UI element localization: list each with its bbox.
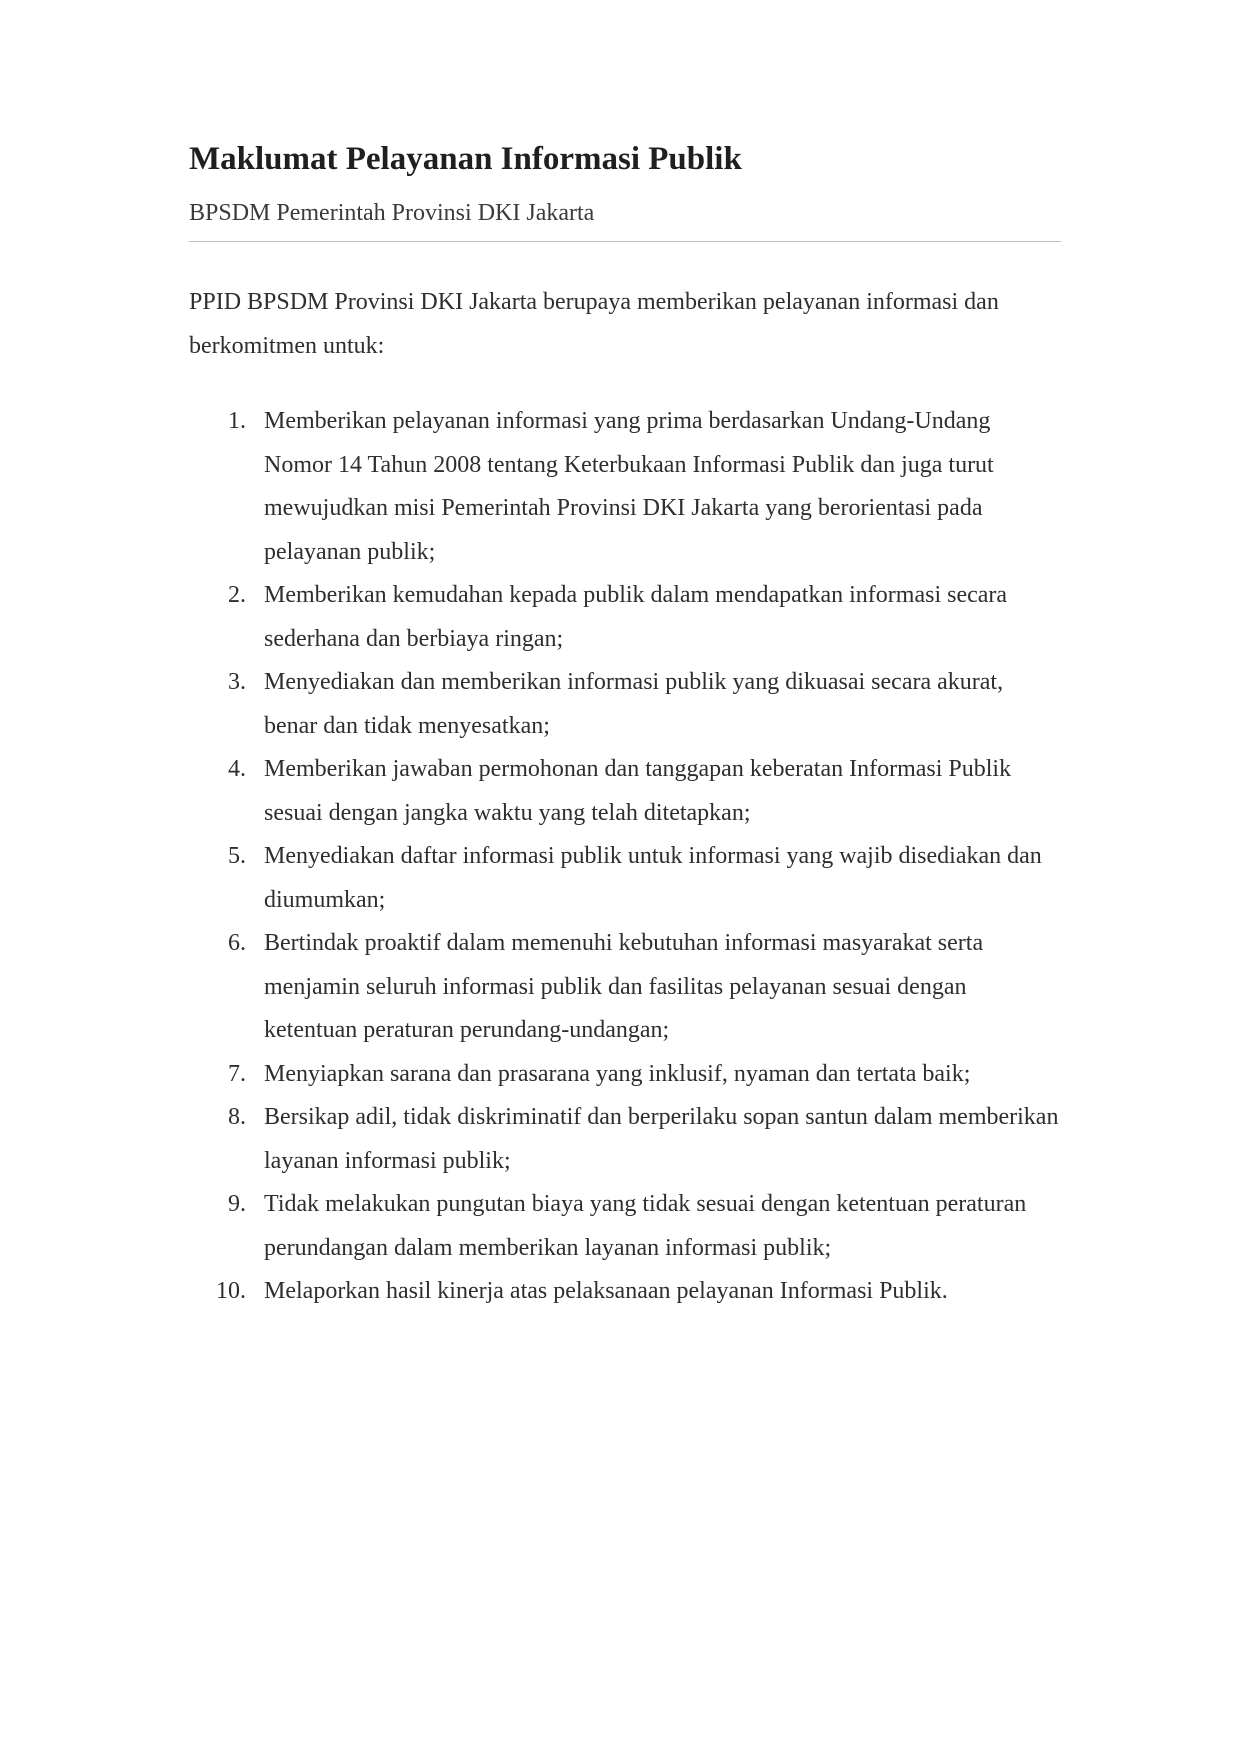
list-item-number: 7. [228, 1060, 246, 1087]
list-item [189, 1270, 1061, 1314]
list-item-text: Tidak melakukan pungutan biaya yang tidak sesuai dengan ketentuan peraturan perundangan dalam memberikan layanan informasi publik; [264, 1191, 1027, 1261]
list-item-number: 10. [216, 1278, 246, 1305]
intro-paragraph: PPID BPSDM Provinsi DKI Jakarta berupaya memberikan pelayanan informasi dan berkomitmen untuk: [189, 289, 999, 360]
list-item-text: Menyiapkan sarana dan prasarana yang inklusif, nyaman dan tertata baik; [264, 1060, 971, 1087]
list-item-number: 1. [228, 408, 246, 435]
list-item-number: 4. [228, 756, 246, 783]
list-item [189, 574, 1061, 661]
list-item-text: Menyediakan daftar informasi publik untuk informasi yang wajib disediakan dan diumumkan; [264, 843, 1042, 913]
list-item-text: Melaporkan hasil kinerja atas pelaksanaan pelayanan Informasi Publik. [264, 1278, 948, 1305]
list-item-text: Memberikan jawaban permohonan dan tanggapan keberatan Informasi Publik sesuai dengan jangka waktu yang telah ditetapkan; [264, 756, 1012, 826]
page-subtitle: BPSDM Pemerintah Provinsi DKI Jakarta [189, 199, 595, 226]
list-item [189, 1053, 1061, 1097]
list-item-text: Memberikan pelayanan informasi yang prima berdasarkan Undang-Undang Nomor 14 Tahun 2008 tentang Keterbukaan Informasi Publik dan juga turut mewujudkan misi Pemerintah Provinsi DKI Jakarta yang berorientasi pada pelayanan publik; [264, 408, 994, 565]
list-item-number: 9. [228, 1191, 246, 1218]
list-item [189, 661, 1061, 748]
list-item-number: 2. [228, 582, 246, 609]
list-item [189, 400, 1061, 574]
list-item-number: 8. [228, 1104, 246, 1131]
list-item [189, 1096, 1061, 1183]
list-item-number: 6. [228, 930, 246, 957]
list-item-text: Bersikap adil, tidak diskriminatif dan berperilaku sopan santun dalam memberikan layanan informasi publik; [264, 1104, 1059, 1174]
commitment-list [189, 400, 1061, 1314]
list-item [189, 748, 1061, 835]
title-divider [189, 241, 1061, 242]
list-item-text: Menyediakan dan memberikan informasi publik yang dikuasai secara akurat, benar dan tidak menyesatkan; [264, 669, 1004, 739]
page-title: Maklumat Pelayanan Informasi Publik [189, 141, 742, 177]
list-item [189, 835, 1061, 922]
list-item [189, 922, 1061, 1053]
document-page [189, 140, 1061, 1314]
list-item-number: 3. [228, 669, 246, 696]
list-item-text: Bertindak proaktif dalam memenuhi kebutuhan informasi masyarakat serta menjamin seluruh informasi publik dan fasilitas pelayanan sesuai dengan ketentuan peraturan perundang-undangan; [264, 930, 984, 1044]
list-item-number: 5. [228, 843, 246, 870]
list-item [189, 1183, 1061, 1270]
list-item-text: Memberikan kemudahan kepada publik dalam mendapatkan informasi secara sederhana dan berbiaya ringan; [264, 582, 1008, 652]
